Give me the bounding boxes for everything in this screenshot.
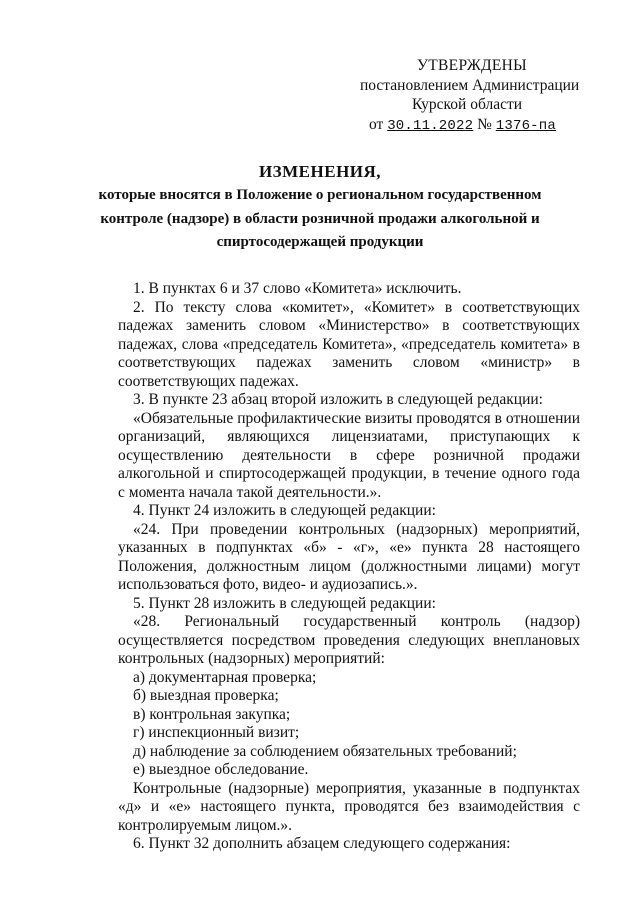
paragraph-item-3: 3. В пункте 23 абзац второй изложить в следующей редакции: xyxy=(133,391,543,408)
approval-region: Курской области xyxy=(412,96,523,113)
paragraph-control-measures: Контрольные (надзорные) мероприятия, указанные в подпунктах «д» и «е» настоящего пункта, проводятся без взаимодействия с контролируемым лицом.». xyxy=(118,779,580,834)
date-prefix: от xyxy=(369,116,384,133)
paragraph-item-2: 2. По тексту слова «комитет», «Комитет» в соответствующих падежах заменить словом «Министерство» в соответствующих падежах, слова «председатель Комитета», «председатель комитета» в соответствующих падежах заменить словом «министр» в соответствующих падежах. xyxy=(118,298,580,390)
paragraph-item-1: 1. В пунктах 6 и 37 слово «Комитета» исключить. xyxy=(133,280,462,297)
list-item-v: в) контрольная закупка; xyxy=(133,705,291,723)
paragraph-quote-24: «24. При проведении контрольных (надзорных) мероприятий, указанных в подпунктах «б» - «г», «е» пункта 28 настоящего Положения, должностным лицом (должностными лицами) могут использоваться фото, видео- и аудиозапись.». xyxy=(118,520,580,593)
paragraph-quote-23: «Обязательные профилактические визиты проводятся в отношении организаций, являющихся лицензиатами, приступающих к осуществлению деятельности в сфере розничной продажи алкогольной и спиртосодержащей продукции, в течение одного года с момента начала такой деятельности.». xyxy=(118,409,580,501)
paragraph-quote-28: «28. Региональный государственный контроль (надзор) осуществляется посредством проведения следующих внеплановых контрольных (надзорных) мероприятий: xyxy=(118,613,580,667)
list-item-e: е) выездное обследование. xyxy=(133,761,309,778)
list-item-g: г) инспекционный визит; xyxy=(133,724,300,741)
approval-number: 1376-па xyxy=(495,118,556,134)
document-subtitle-line-2: контроле (надзоре) в области розничной продажи алкогольной и xyxy=(100,210,540,227)
document-body xyxy=(118,280,580,854)
approval-heading: УТВЕРЖДЕНЫ xyxy=(417,57,527,74)
approval-date: 30.11.2022 xyxy=(387,118,474,134)
paragraph-item-4: 4. Пункт 24 изложить в следующей редакции: xyxy=(133,502,436,519)
number-sign: № xyxy=(477,116,492,133)
approval-issuer: постановлением Администрации xyxy=(360,77,580,94)
approval-date-line xyxy=(369,115,556,136)
list-item-b: б) выездная проверка; xyxy=(133,687,279,704)
paragraph-item-6: 6. Пункт 32 дополнить абзацем следующего содержания: xyxy=(133,835,511,852)
list-item-a: а) документарная проверка; xyxy=(133,668,317,686)
document-subtitle-line-3: спиртосодержащей продукции xyxy=(216,234,424,250)
document-subtitle-line-1: которые вносятся в Положение о региональном государственном xyxy=(98,187,542,203)
paragraph-item-5: 5. Пункт 28 изложить в следующей редакции: xyxy=(133,594,436,612)
document-header xyxy=(0,161,640,254)
list-item-d: д) наблюдение за соблюдением обязательных требований; xyxy=(133,742,517,760)
document-title: ИЗМЕНЕНИЯ, xyxy=(258,162,382,181)
